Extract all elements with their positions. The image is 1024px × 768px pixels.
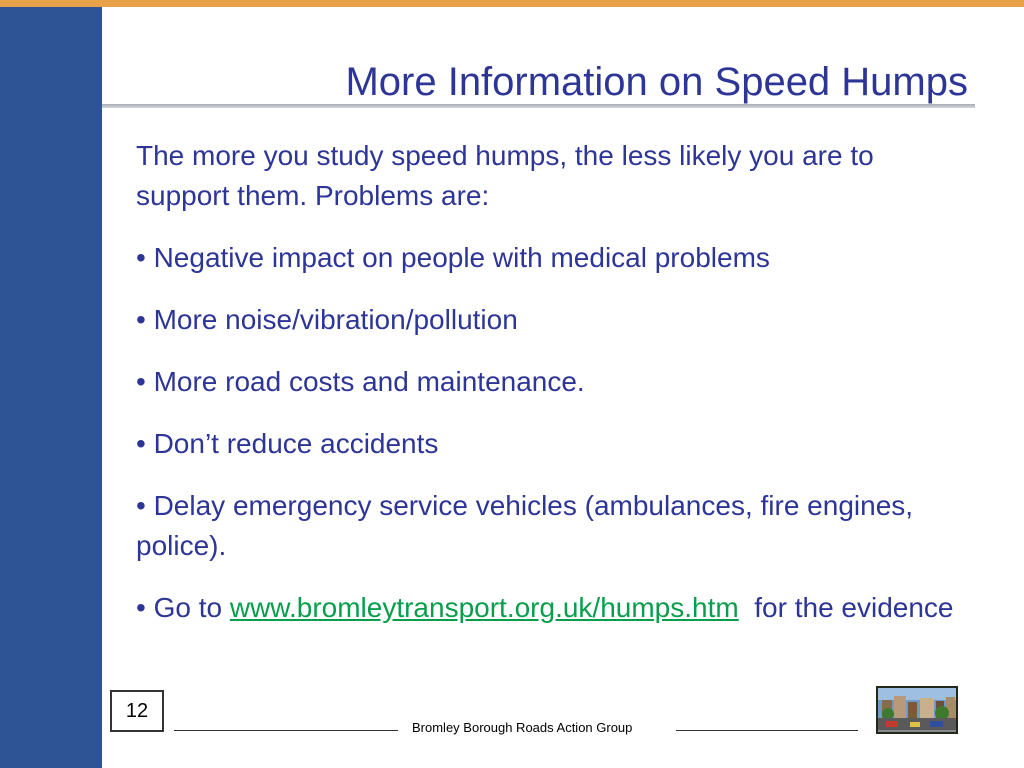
bullet-item: • Don’t reduce accidents	[136, 428, 439, 459]
intro-paragraph: The more you study speed humps, the less likely you are to support them. Problems are:	[136, 140, 874, 211]
left-sidebar-bar	[0, 7, 102, 768]
bullet-item-evidence	[136, 588, 956, 628]
page-number: 12	[110, 690, 164, 732]
bullet-prefix: • Go to	[136, 592, 230, 623]
bullet-suffix: for the evidence	[738, 592, 954, 623]
bullet-item: • More noise/vibration/pollution	[136, 304, 518, 335]
evidence-link[interactable]: www.bromleytransport.org.uk/humps.htm	[229, 592, 739, 623]
bullet-item: • More road costs and maintenance.	[136, 366, 585, 397]
footer-divider-right	[676, 730, 858, 731]
bullet-item: • Delay emergency service vehicles (ambulances, fire engines, police).	[136, 490, 914, 561]
bullet-item: • Negative impact on people with medical problems	[136, 242, 770, 273]
slide-title: More Information on Speed Humps	[345, 60, 968, 104]
footer-divider-left	[174, 730, 398, 731]
footer-organization: Bromley Borough Roads Action Group	[412, 720, 633, 735]
title-divider	[102, 104, 975, 108]
top-accent-stripe	[0, 0, 1024, 7]
town-street-photo-logo-icon	[876, 686, 958, 734]
slide-body	[136, 136, 956, 650]
